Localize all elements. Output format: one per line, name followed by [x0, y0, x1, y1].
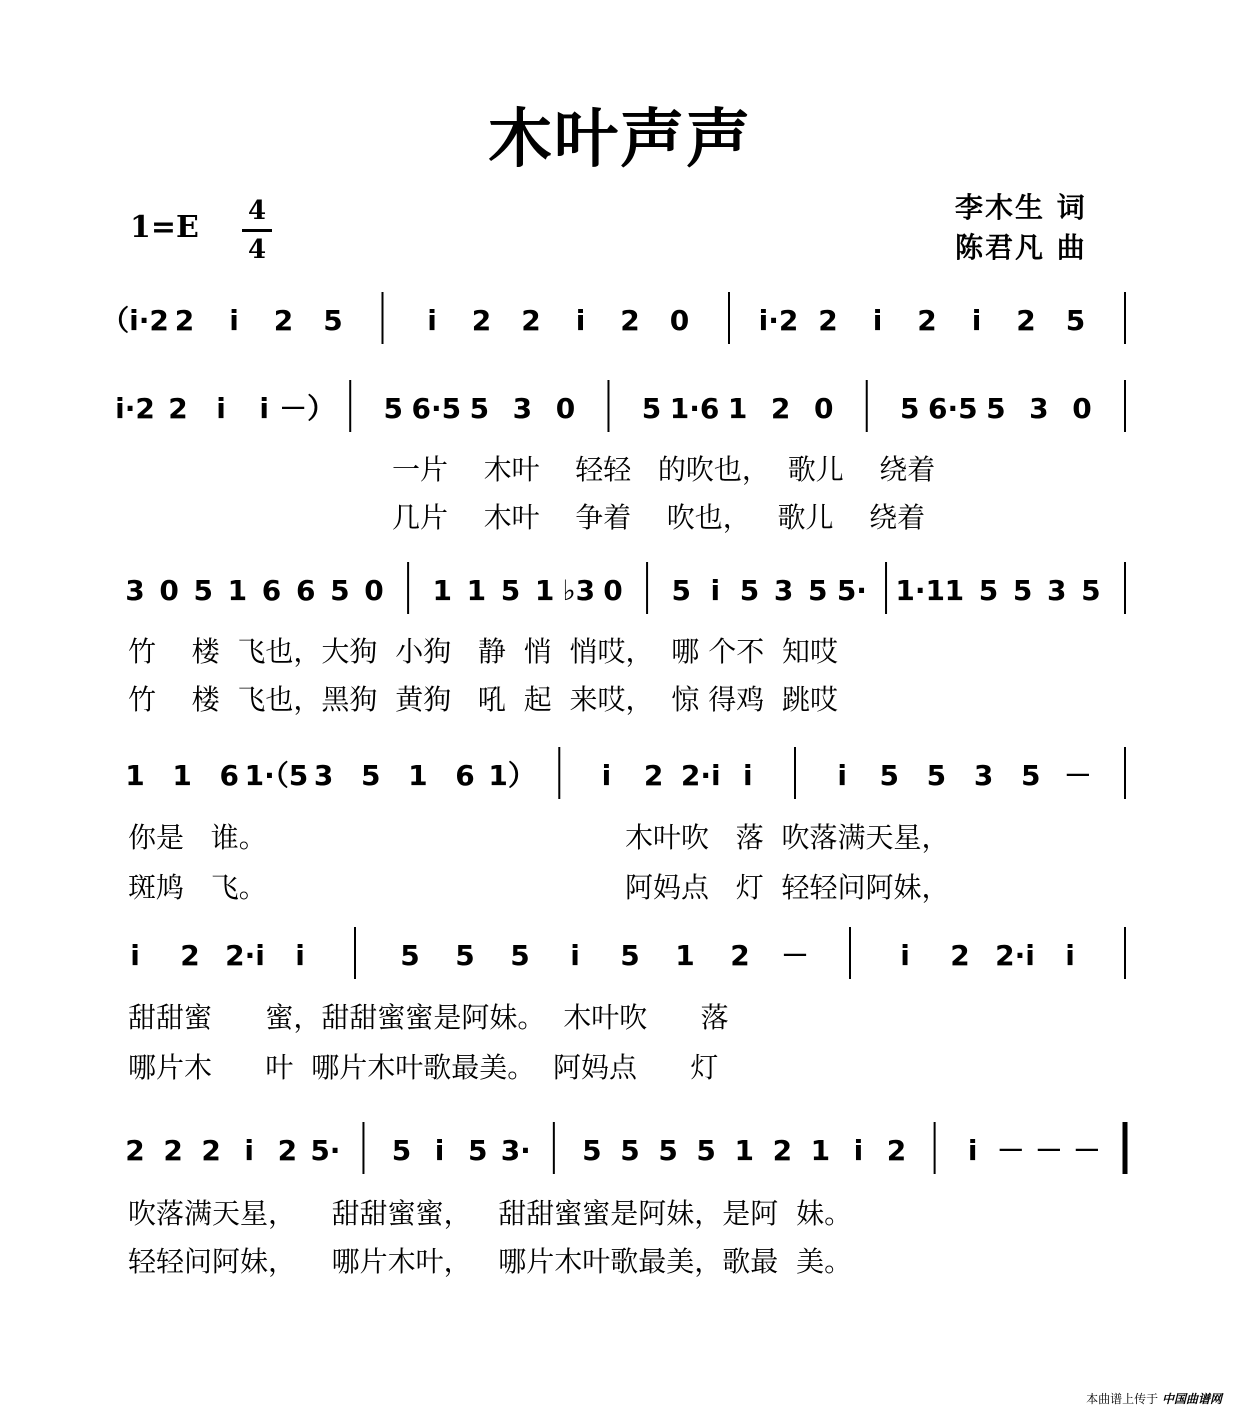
lyric-line-3-verse-2: 竹 楼 飞也，黑狗 黄狗 吼 起 来哎， 惊 得鸡 跳哎: [128, 683, 839, 716]
note-glyph: 1: [734, 1134, 754, 1167]
note-glyph: i: [601, 759, 612, 792]
note-glyph: 2: [163, 1134, 183, 1167]
note-glyph: 5: [620, 939, 640, 972]
note-glyph: 5: [360, 759, 381, 792]
note-glyph: 2·i: [680, 759, 721, 792]
note-glyph: 5: [620, 1134, 640, 1167]
note-glyph: i: [900, 939, 910, 972]
note-glyph: 2: [471, 304, 492, 337]
note-glyph: 6: [295, 574, 316, 607]
note-glyph: 5: [808, 574, 828, 607]
note-glyph: 3: [1046, 574, 1067, 607]
note-glyph: 1: [944, 574, 965, 607]
note-glyph: i: [130, 939, 140, 972]
note-glyph: 5: [900, 392, 920, 425]
note-glyph: 0: [813, 392, 834, 425]
note-glyph: i·2: [758, 304, 799, 337]
lyric-line-4-verse-2-right: 阿妈点 灯 轻轻问阿妹，: [625, 871, 950, 904]
note-glyph: 5: [391, 1134, 412, 1167]
note-glyph: 2·i: [225, 939, 265, 972]
note-glyph: 5: [400, 939, 420, 972]
note-glyph: －: [1034, 1134, 1063, 1167]
note-glyph: 5: [469, 392, 490, 425]
note-glyph: i: [853, 1134, 864, 1167]
lyric-line-4-verse-2-left: 斑鸠 飞。: [128, 871, 267, 904]
lyric-line-6-verse-1: 吹落满天星， 甜甜蜜蜜， 甜甜蜜蜜是阿妹，是阿 妹。: [128, 1197, 853, 1230]
note-glyph: ♭3: [562, 574, 596, 607]
note-glyph: 5: [978, 574, 999, 607]
key-signature: 1=E: [130, 210, 199, 245]
note-glyph: 1·（5: [244, 759, 309, 792]
note-glyph: 3·: [500, 1134, 531, 1167]
note-glyph: 1: [227, 574, 248, 607]
note-glyph: 2: [125, 1134, 145, 1167]
note-glyph: 2·i: [995, 939, 1035, 972]
footer-site: 中国曲谱网: [1161, 1392, 1222, 1406]
note-glyph: 5·: [310, 1134, 341, 1167]
note-glyph: i: [872, 304, 883, 337]
lyric-line-5-verse-2: 哪片木 叶 哪片木叶歌最美。 阿妈点 灯: [128, 1051, 719, 1084]
lyric-line-4-verse-1-right: 木叶吹 落 吹落满天星，: [625, 821, 950, 854]
note-glyph: i·2: [115, 392, 155, 425]
note-glyph: 2: [1016, 304, 1036, 337]
note-glyph: 6·5: [411, 392, 462, 425]
note-glyph: i: [743, 759, 753, 792]
note-glyph: 3: [313, 759, 334, 792]
note-glyph: 2: [174, 304, 195, 337]
note-glyph: 1: [727, 392, 748, 425]
note-glyph: 3: [512, 392, 533, 425]
note-glyph: 2: [620, 304, 640, 337]
note-glyph: 5: [696, 1134, 716, 1167]
lyric-line-2-verse-1: 一片 木叶 轻轻 的吹也， 歌儿 绕着: [392, 453, 936, 486]
note-glyph: －: [1063, 759, 1092, 792]
meter-top: 4: [247, 196, 267, 226]
note-glyph: 2: [521, 304, 541, 337]
note-glyph: 1: [810, 1134, 831, 1167]
note-glyph: 0: [1072, 392, 1092, 425]
note-glyph: 5: [641, 392, 662, 425]
song-title: 木叶声声: [488, 103, 752, 177]
note-glyph: 1·1: [895, 574, 945, 607]
note-glyph: i: [427, 304, 437, 337]
note-glyph: i: [971, 304, 982, 337]
note-glyph: 6: [261, 574, 282, 607]
note-glyph: －: [996, 1134, 1025, 1167]
note-glyph: 5: [658, 1134, 678, 1167]
note-glyph: 1: [408, 759, 428, 792]
note-glyph: i: [295, 939, 305, 972]
note-glyph: i: [1065, 939, 1075, 972]
note-glyph: 3: [1029, 392, 1049, 425]
note-glyph: 5: [330, 574, 350, 607]
note-glyph: 5: [1065, 304, 1086, 337]
note-glyph: i: [434, 1134, 445, 1167]
note-glyph: 2: [180, 939, 200, 972]
note-glyph: －: [780, 939, 810, 972]
note-glyph: 0: [669, 304, 690, 337]
note-glyph: 2: [770, 392, 791, 425]
note-glyph: 1: [432, 574, 452, 607]
note-glyph: 1: [172, 759, 192, 792]
note-glyph: －）: [279, 392, 336, 425]
note-glyph: 0: [603, 574, 623, 607]
lyric-line-4-verse-1-left: 你是 谁。: [128, 821, 267, 854]
lyricist-credit: 李木生 词: [955, 191, 1087, 224]
lyric-line-3-verse-1: 竹 楼 飞也，大狗 小狗 静 悄 悄哎， 哪 个不 知哎: [128, 635, 839, 668]
note-glyph: i: [710, 574, 721, 607]
note-glyph: 2: [772, 1134, 793, 1167]
note-glyph: 1: [125, 759, 145, 792]
note-glyph: 2: [643, 759, 664, 792]
note-glyph: i: [259, 392, 269, 425]
note-glyph: 1: [466, 574, 487, 607]
note-glyph: i: [244, 1134, 255, 1167]
note-glyph: 5: [455, 939, 475, 972]
note-glyph: i: [575, 304, 586, 337]
note-glyph: 5: [582, 1134, 602, 1167]
note-glyph: 6: [219, 759, 240, 792]
note-glyph: 5: [323, 304, 343, 337]
note-glyph: 5: [500, 574, 521, 607]
note-glyph: 1: [675, 939, 695, 972]
note-glyph: i: [570, 939, 580, 972]
note-glyph: 5: [926, 759, 947, 792]
note-glyph: 0: [555, 392, 576, 425]
note-glyph: 6·5: [928, 392, 978, 425]
note-glyph: i: [837, 759, 847, 792]
note-glyph: 5: [671, 574, 691, 607]
note-glyph: 5: [879, 759, 900, 792]
note-glyph: 5·: [836, 574, 867, 607]
lyric-line-5-verse-1: 甜甜蜜 蜜，甜甜蜜蜜是阿妹。 木叶吹 落: [128, 1001, 729, 1034]
note-glyph: 2: [730, 939, 750, 972]
note-glyph: （i·2: [101, 304, 169, 337]
note-glyph: 0: [364, 574, 384, 607]
lyric-line-2-verse-2: 几片 木叶 争着 吹也， 歌儿 绕着: [392, 501, 926, 534]
note-glyph: i: [216, 392, 226, 425]
note-glyph: 3: [973, 759, 994, 792]
lyric-line-6-verse-2: 轻轻问阿妹， 哪片木叶， 哪片木叶歌最美，歌最 美。: [128, 1245, 853, 1278]
note-glyph: i: [229, 304, 239, 337]
note-glyph: 5: [383, 392, 404, 425]
note-glyph: 2: [277, 1134, 298, 1167]
note-glyph: 5: [1081, 574, 1101, 607]
note-glyph: 1·6: [669, 392, 720, 425]
note-glyph: i: [967, 1134, 978, 1167]
note-glyph: 2: [886, 1134, 907, 1167]
meter-bottom: 4: [247, 235, 267, 265]
note-glyph: 5: [193, 574, 214, 607]
footer-prefix: 本曲谱上传于: [1086, 1392, 1159, 1406]
note-glyph: 5: [1020, 759, 1041, 792]
note-glyph: 2: [273, 304, 294, 337]
note-glyph: 5: [467, 1134, 488, 1167]
upload-footer: [1086, 1390, 1222, 1407]
note-glyph: 2: [950, 939, 970, 972]
note-glyph: 2: [168, 392, 188, 425]
note-glyph: 2: [818, 304, 838, 337]
note-glyph: 5: [510, 939, 530, 972]
note-glyph: 6: [455, 759, 475, 792]
note-glyph: 5: [1012, 574, 1033, 607]
note-glyph: －: [1072, 1134, 1101, 1167]
note-glyph: 1）: [488, 759, 536, 792]
note-glyph: 2: [917, 304, 937, 337]
note-glyph: 0: [159, 574, 179, 607]
note-glyph: 5: [986, 392, 1006, 425]
note-glyph: 1: [534, 574, 555, 607]
note-glyph: 2: [201, 1134, 221, 1167]
note-glyph: 3: [125, 574, 145, 607]
note-glyph: 5: [739, 574, 760, 607]
note-glyph: 3: [773, 574, 794, 607]
composer-credit: 陈君凡 曲: [955, 231, 1087, 264]
